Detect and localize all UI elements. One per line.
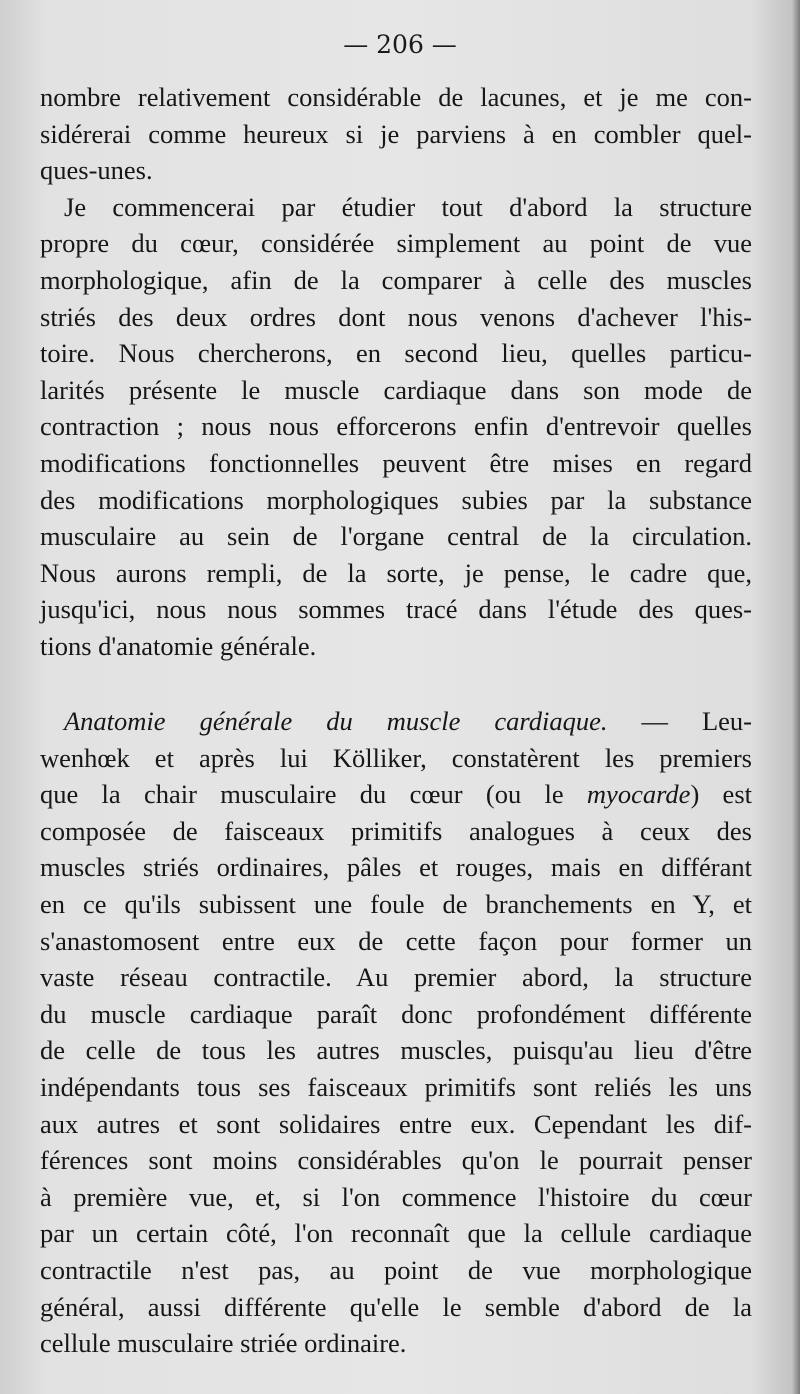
text-block-intro — [40, 79, 752, 665]
text-line: toire. Nous chercherons, en second lieu, quelles particu- — [40, 338, 752, 369]
page-edge-shadow — [792, 0, 800, 1394]
text-line: de celle de tous les autres muscles, puisqu'au lieu d'être — [40, 1035, 752, 1066]
text-line: modifications fonctionnelles peuvent être mises en regard — [40, 447, 752, 478]
text-line: férences sont moins considérables qu'on le pourrait penser — [40, 1145, 752, 1176]
text-line: indépendants tous ses faisceaux primitifs sont reliés les uns — [40, 1071, 752, 1102]
text-line: Nous aurons rempli, de la sorte, je pense, le cadre que, — [40, 557, 752, 588]
text-line: du muscle cardiaque paraît donc profondément différente — [40, 998, 752, 1029]
text-line: vaste réseau contractile. Au premier abord, la structure — [40, 962, 752, 993]
text-line: jusqu'ici, nous nous sommes tracé dans l'étude des ques- — [40, 594, 752, 625]
text-line: contraction ; nous nous efforcerons enfin d'entrevoir quelles — [40, 411, 752, 442]
section-heading-line — [40, 703, 752, 740]
text-run: ) est — [690, 779, 752, 810]
text-line: par un certain côté, l'on reconnaît que la cellule cardiaque — [40, 1218, 752, 1249]
text-line: musculaire au sein de l'organe central de la circulation. — [40, 521, 752, 552]
text-line: morphologique, afin de la comparer à celle des muscles — [40, 264, 752, 295]
text-line: sidérerai comme heureux si je parviens à en combler quel- — [40, 118, 752, 149]
text-line: des modifications morphologiques subies par la substance — [40, 484, 752, 515]
italic-term: myocarde — [586, 779, 691, 810]
text-line: Je commencerai par étudier tout d'abord la structure — [64, 191, 752, 222]
text-line: aux autres et sont solidaires entre eux. Cependant les dif- — [40, 1108, 752, 1139]
text-run: que la chair musculaire du cœur (ou le — [40, 779, 587, 810]
text-block-anatomy — [40, 703, 752, 1362]
text-line: wenhœk et après lui Kölliker, constatèrent les premiers — [40, 742, 752, 773]
text-run: — Leu- — [607, 706, 752, 736]
text-line: cellule musculaire striée ordinaire. — [40, 1328, 407, 1359]
text-line: contractile n'est pas, au point de vue morphologique — [40, 1254, 752, 1285]
text-line: tions d'anatomie générale. — [40, 630, 317, 661]
text-line: muscles striés ordinaires, pâles et rouges, mais en différant — [40, 852, 752, 883]
text-line: larités présente le muscle cardiaque dans son mode de — [40, 374, 752, 405]
text-line: ques-unes. — [40, 155, 153, 186]
text-line: à première vue, et, si l'on commence l'histoire du cœur — [40, 1181, 752, 1212]
page-number: — 206 — — [343, 30, 457, 59]
text-line: composée de faisceaux primitifs analogues à ceux des — [40, 815, 752, 846]
text-line: s'anastomosent entre eux de cette façon pour former un — [40, 925, 752, 956]
text-line — [40, 776, 752, 813]
text-line: striés des deux ordres dont nous venons d'achever l'his- — [40, 301, 752, 332]
text-line: en ce qu'ils subissent une foule de branchements en Y, et — [40, 888, 752, 919]
text-line: propre du cœur, considérée simplement au point de vue — [40, 228, 752, 259]
text-line: général, aussi différente qu'elle le semble d'abord de la — [40, 1291, 752, 1322]
section-heading: Anatomie générale du muscle cardiaque. — [64, 706, 608, 736]
text-line: nombre relativement considérable de lacunes, et je me con- — [40, 82, 752, 112]
